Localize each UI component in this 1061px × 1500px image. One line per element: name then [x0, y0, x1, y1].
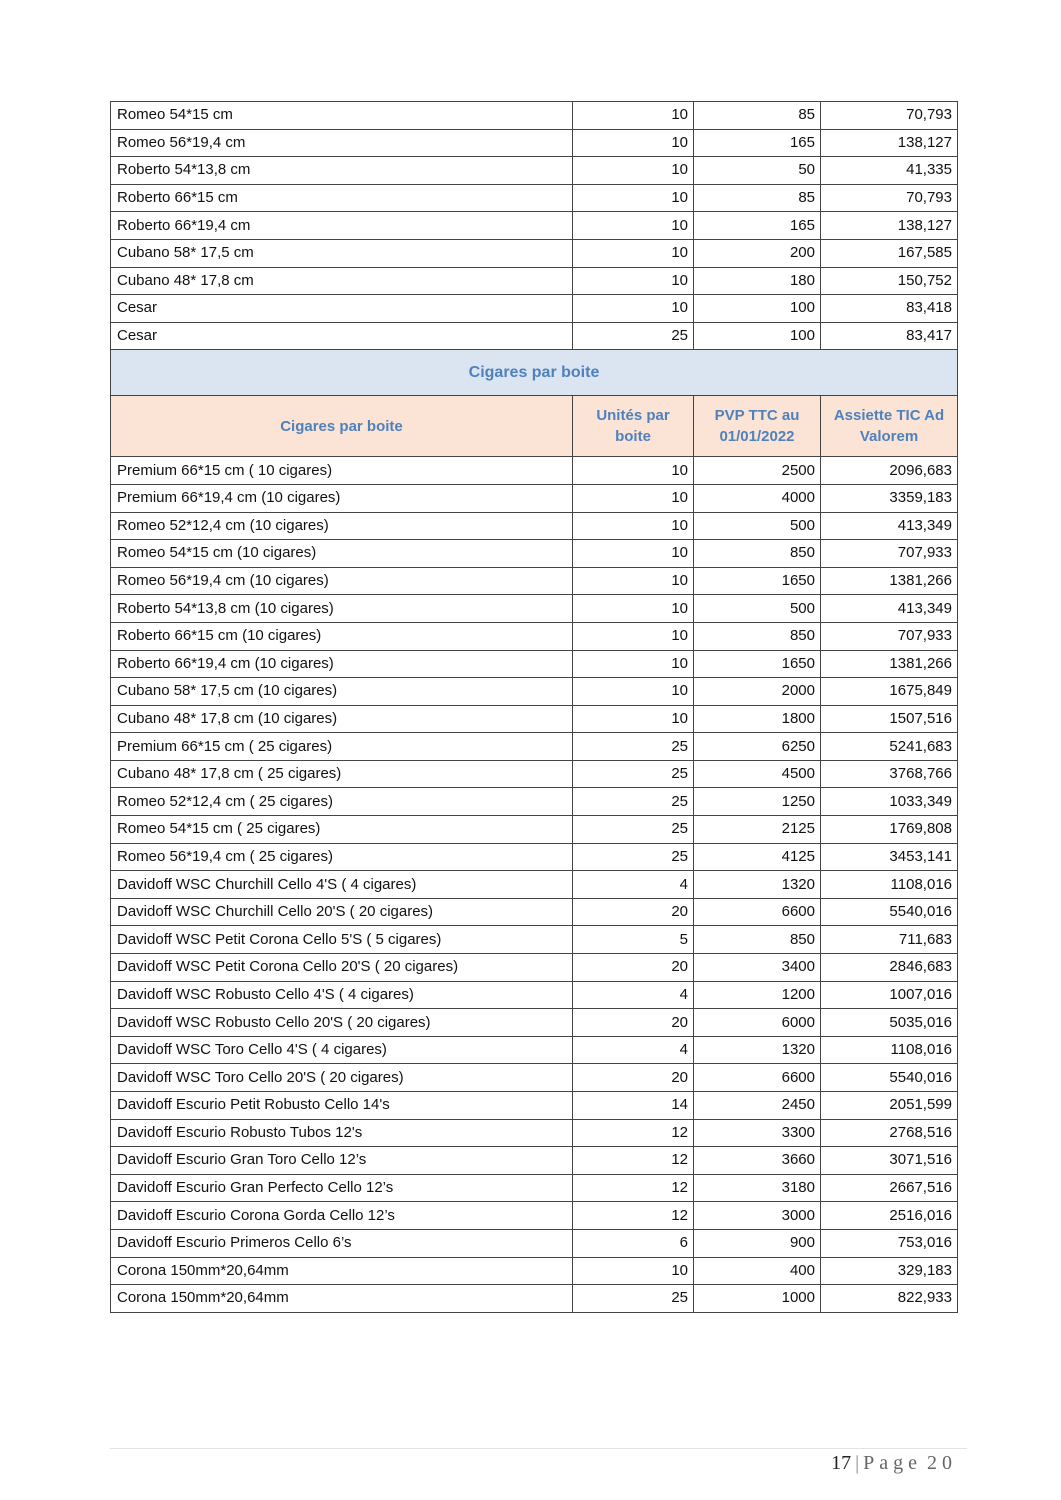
units-cell: 20 — [573, 954, 694, 982]
table-row — [111, 129, 958, 157]
units-cell: 4 — [573, 1036, 694, 1064]
assiette-cell: 3071,516 — [821, 1147, 958, 1175]
assiette-cell: 167,585 — [821, 239, 958, 267]
units-cell: 10 — [573, 512, 694, 540]
units-cell: 10 — [573, 622, 694, 650]
assiette-cell: 822,933 — [821, 1285, 958, 1313]
assiette-cell: 1033,349 — [821, 788, 958, 816]
units-cell: 10 — [573, 157, 694, 185]
price-cell: 2500 — [694, 457, 821, 485]
price-cell: 6250 — [694, 733, 821, 761]
assiette-cell: 2667,516 — [821, 1174, 958, 1202]
product-name-cell: Davidoff Escurio Primeros Cello 6’s — [111, 1229, 573, 1257]
price-cell: 1320 — [694, 1036, 821, 1064]
assiette-cell: 1381,266 — [821, 567, 958, 595]
price-cell: 2450 — [694, 1092, 821, 1120]
price-cell: 1650 — [694, 650, 821, 678]
assiette-cell: 2516,016 — [821, 1202, 958, 1230]
price-cell: 100 — [694, 322, 821, 350]
assiette-cell: 5035,016 — [821, 1009, 958, 1037]
assiette-cell: 3453,141 — [821, 843, 958, 871]
table-row — [111, 1036, 958, 1064]
units-cell: 10 — [573, 595, 694, 623]
price-cell: 6600 — [694, 898, 821, 926]
product-name-cell: Romeo 52*12,4 cm ( 25 cigares) — [111, 788, 573, 816]
table-row — [111, 1202, 958, 1230]
price-cell: 4125 — [694, 843, 821, 871]
product-name-cell: Davidoff Escurio Gran Perfecto Cello 12’s — [111, 1174, 573, 1202]
price-cell: 2125 — [694, 816, 821, 844]
assiette-cell: 5241,683 — [821, 733, 958, 761]
product-name-cell: Cubano 58* 17,5 cm — [111, 239, 573, 267]
units-cell: 10 — [573, 705, 694, 733]
table-row — [111, 1147, 958, 1175]
header-price: PVP TTC au 01/01/2022 — [694, 396, 821, 457]
product-name-cell: Davidoff WSC Robusto Cello 4'S ( 4 cigares) — [111, 981, 573, 1009]
table-row — [111, 239, 958, 267]
price-cell: 3180 — [694, 1174, 821, 1202]
table-row — [111, 512, 958, 540]
units-cell: 25 — [573, 843, 694, 871]
product-name-cell: Romeo 54*15 cm ( 25 cigares) — [111, 816, 573, 844]
section-title: Cigares par boite — [111, 350, 958, 396]
table-row — [111, 981, 958, 1009]
units-cell: 25 — [573, 816, 694, 844]
page-number: 17 — [831, 1452, 852, 1474]
price-cell: 500 — [694, 595, 821, 623]
units-cell: 10 — [573, 1257, 694, 1285]
table-row — [111, 733, 958, 761]
assiette-cell: 413,349 — [821, 595, 958, 623]
assiette-cell: 41,335 — [821, 157, 958, 185]
assiette-cell: 5540,016 — [821, 898, 958, 926]
product-name-cell: Roberto 54*13,8 cm — [111, 157, 573, 185]
assiette-cell: 753,016 — [821, 1229, 958, 1257]
assiette-cell: 413,349 — [821, 512, 958, 540]
price-cell: 85 — [694, 102, 821, 130]
units-cell: 10 — [573, 129, 694, 157]
price-cell: 200 — [694, 239, 821, 267]
units-cell: 10 — [573, 267, 694, 295]
units-cell: 20 — [573, 898, 694, 926]
price-cell: 1320 — [694, 871, 821, 899]
units-cell: 25 — [573, 788, 694, 816]
price-cell: 850 — [694, 540, 821, 568]
product-name-cell: Romeo 56*19,4 cm (10 cigares) — [111, 567, 573, 595]
assiette-cell: 83,417 — [821, 322, 958, 350]
units-cell: 10 — [573, 102, 694, 130]
table-row — [111, 1119, 958, 1147]
product-name-cell: Davidoff WSC Petit Corona Cello 20'S ( 20 cigares) — [111, 954, 573, 982]
product-name-cell: Roberto 66*15 cm (10 cigares) — [111, 622, 573, 650]
assiette-cell: 138,127 — [821, 212, 958, 240]
assiette-cell: 2846,683 — [821, 954, 958, 982]
units-cell: 12 — [573, 1147, 694, 1175]
table-row — [111, 457, 958, 485]
table-row — [111, 212, 958, 240]
units-cell: 10 — [573, 295, 694, 323]
table-row — [111, 898, 958, 926]
product-name-cell: Roberto 66*15 cm — [111, 184, 573, 212]
table-row — [111, 102, 958, 130]
assiette-cell: 707,933 — [821, 540, 958, 568]
assiette-cell: 711,683 — [821, 926, 958, 954]
product-name-cell: Corona 150mm*20,64mm — [111, 1257, 573, 1285]
assiette-cell: 707,933 — [821, 622, 958, 650]
assiette-cell: 1007,016 — [821, 981, 958, 1009]
assiette-cell: 3768,766 — [821, 760, 958, 788]
units-cell: 10 — [573, 484, 694, 512]
table-row — [111, 1257, 958, 1285]
assiette-cell: 138,127 — [821, 129, 958, 157]
product-name-cell: Davidoff Escurio Gran Toro Cello 12’s — [111, 1147, 573, 1175]
table-row — [111, 322, 958, 350]
product-name-cell: Romeo 56*19,4 cm ( 25 cigares) — [111, 843, 573, 871]
table-row — [111, 760, 958, 788]
product-name-cell: Corona 150mm*20,64mm — [111, 1285, 573, 1313]
table-row — [111, 1285, 958, 1313]
product-name-cell: Davidoff WSC Robusto Cello 20'S ( 20 cigares) — [111, 1009, 573, 1037]
units-cell: 10 — [573, 457, 694, 485]
table-row — [111, 1064, 958, 1092]
assiette-cell: 2096,683 — [821, 457, 958, 485]
table-row — [111, 705, 958, 733]
product-name-cell: Premium 66*15 cm ( 10 cigares) — [111, 457, 573, 485]
section-header-row — [111, 350, 958, 396]
price-cell: 2000 — [694, 678, 821, 706]
product-name-cell: Roberto 66*19,4 cm (10 cigares) — [111, 650, 573, 678]
table-row — [111, 871, 958, 899]
table-row — [111, 595, 958, 623]
units-cell: 14 — [573, 1092, 694, 1120]
assiette-cell: 150,752 — [821, 267, 958, 295]
product-name-cell: Davidoff WSC Churchill Cello 4'S ( 4 cigares) — [111, 871, 573, 899]
price-cell: 900 — [694, 1229, 821, 1257]
price-cell: 400 — [694, 1257, 821, 1285]
price-cell: 50 — [694, 157, 821, 185]
product-name-cell: Premium 66*19,4 cm (10 cigares) — [111, 484, 573, 512]
page-total: 20 — [927, 1452, 957, 1474]
assiette-cell: 3359,183 — [821, 484, 958, 512]
units-cell: 10 — [573, 567, 694, 595]
units-cell: 5 — [573, 926, 694, 954]
units-cell: 25 — [573, 733, 694, 761]
product-name-cell: Davidoff Escurio Corona Gorda Cello 12’s — [111, 1202, 573, 1230]
units-cell: 20 — [573, 1009, 694, 1037]
table-row — [111, 1229, 958, 1257]
product-name-cell: Cubano 48* 17,8 cm (10 cigares) — [111, 705, 573, 733]
product-name-cell: Cesar — [111, 322, 573, 350]
product-name-cell: Roberto 54*13,8 cm (10 cigares) — [111, 595, 573, 623]
table-row — [111, 843, 958, 871]
units-cell: 6 — [573, 1229, 694, 1257]
product-name-cell: Romeo 56*19,4 cm — [111, 129, 573, 157]
table-row — [111, 1009, 958, 1037]
assiette-cell: 70,793 — [821, 102, 958, 130]
table-row — [111, 295, 958, 323]
price-cell: 3000 — [694, 1202, 821, 1230]
price-cell: 180 — [694, 267, 821, 295]
units-cell: 25 — [573, 322, 694, 350]
units-cell: 4 — [573, 871, 694, 899]
price-cell: 850 — [694, 926, 821, 954]
table-row — [111, 1092, 958, 1120]
table-row — [111, 540, 958, 568]
units-cell: 12 — [573, 1119, 694, 1147]
table-row — [111, 267, 958, 295]
assiette-cell: 329,183 — [821, 1257, 958, 1285]
price-cell: 3400 — [694, 954, 821, 982]
assiette-cell: 1769,808 — [821, 816, 958, 844]
units-cell: 25 — [573, 760, 694, 788]
product-name-cell: Romeo 52*12,4 cm (10 cigares) — [111, 512, 573, 540]
units-cell: 4 — [573, 981, 694, 1009]
column-header-row — [111, 396, 958, 457]
product-name-cell: Davidoff Escurio Robusto Tubos 12's — [111, 1119, 573, 1147]
price-cell: 165 — [694, 129, 821, 157]
price-cell: 4000 — [694, 484, 821, 512]
price-cell: 850 — [694, 622, 821, 650]
assiette-cell: 5540,016 — [821, 1064, 958, 1092]
assiette-cell: 70,793 — [821, 184, 958, 212]
assiette-cell: 1108,016 — [821, 1036, 958, 1064]
units-cell: 10 — [573, 678, 694, 706]
price-cell: 4500 — [694, 760, 821, 788]
price-table-body — [111, 102, 958, 1313]
product-name-cell: Cubano 48* 17,8 cm ( 25 cigares) — [111, 760, 573, 788]
page-footer — [831, 1452, 957, 1475]
price-cell: 500 — [694, 512, 821, 540]
product-name-cell: Davidoff WSC Toro Cello 20'S ( 20 cigares) — [111, 1064, 573, 1092]
header-assiette: Assiette TIC Ad Valorem — [821, 396, 958, 457]
price-cell: 85 — [694, 184, 821, 212]
product-name-cell: Davidoff Escurio Petit Robusto Cello 14's — [111, 1092, 573, 1120]
units-cell: 10 — [573, 184, 694, 212]
price-table — [110, 101, 958, 1313]
product-name-cell: Cubano 48* 17,8 cm — [111, 267, 573, 295]
table-row — [111, 567, 958, 595]
table-row — [111, 650, 958, 678]
price-cell: 100 — [694, 295, 821, 323]
price-cell: 3660 — [694, 1147, 821, 1175]
table-row — [111, 926, 958, 954]
table-row — [111, 484, 958, 512]
units-cell: 10 — [573, 212, 694, 240]
price-cell: 1800 — [694, 705, 821, 733]
units-cell: 10 — [573, 650, 694, 678]
table-row — [111, 788, 958, 816]
assiette-cell: 83,418 — [821, 295, 958, 323]
assiette-cell: 1381,266 — [821, 650, 958, 678]
units-cell: 12 — [573, 1174, 694, 1202]
table-row — [111, 816, 958, 844]
assiette-cell: 2051,599 — [821, 1092, 958, 1120]
page-label: Page — [863, 1452, 922, 1474]
price-cell: 6600 — [694, 1064, 821, 1092]
table-row — [111, 678, 958, 706]
table-row — [111, 157, 958, 185]
footer-divider — [110, 1448, 967, 1449]
assiette-cell: 1507,516 — [821, 705, 958, 733]
product-name-cell: Cubano 58* 17,5 cm (10 cigares) — [111, 678, 573, 706]
units-cell: 12 — [573, 1202, 694, 1230]
product-name-cell: Davidoff WSC Petit Corona Cello 5'S ( 5 cigares) — [111, 926, 573, 954]
header-product: Cigares par boite — [111, 396, 573, 457]
units-cell: 25 — [573, 1285, 694, 1313]
price-cell: 6000 — [694, 1009, 821, 1037]
price-cell: 1250 — [694, 788, 821, 816]
product-name-cell: Premium 66*15 cm ( 25 cigares) — [111, 733, 573, 761]
price-cell: 1000 — [694, 1285, 821, 1313]
product-name-cell: Romeo 54*15 cm (10 cigares) — [111, 540, 573, 568]
table-row — [111, 184, 958, 212]
assiette-cell: 1675,849 — [821, 678, 958, 706]
table-row — [111, 954, 958, 982]
units-cell: 10 — [573, 540, 694, 568]
price-cell: 1200 — [694, 981, 821, 1009]
table-row — [111, 1174, 958, 1202]
price-cell: 1650 — [694, 567, 821, 595]
product-name-cell: Davidoff WSC Churchill Cello 20'S ( 20 cigares) — [111, 898, 573, 926]
product-name-cell: Cesar — [111, 295, 573, 323]
assiette-cell: 1108,016 — [821, 871, 958, 899]
price-cell: 165 — [694, 212, 821, 240]
assiette-cell: 2768,516 — [821, 1119, 958, 1147]
product-name-cell: Davidoff WSC Toro Cello 4'S ( 4 cigares) — [111, 1036, 573, 1064]
footer-separator: | — [855, 1452, 860, 1474]
table-row — [111, 622, 958, 650]
header-units: Unités par boite — [573, 396, 694, 457]
units-cell: 20 — [573, 1064, 694, 1092]
product-name-cell: Romeo 54*15 cm — [111, 102, 573, 130]
price-cell: 3300 — [694, 1119, 821, 1147]
units-cell: 10 — [573, 239, 694, 267]
product-name-cell: Roberto 66*19,4 cm — [111, 212, 573, 240]
